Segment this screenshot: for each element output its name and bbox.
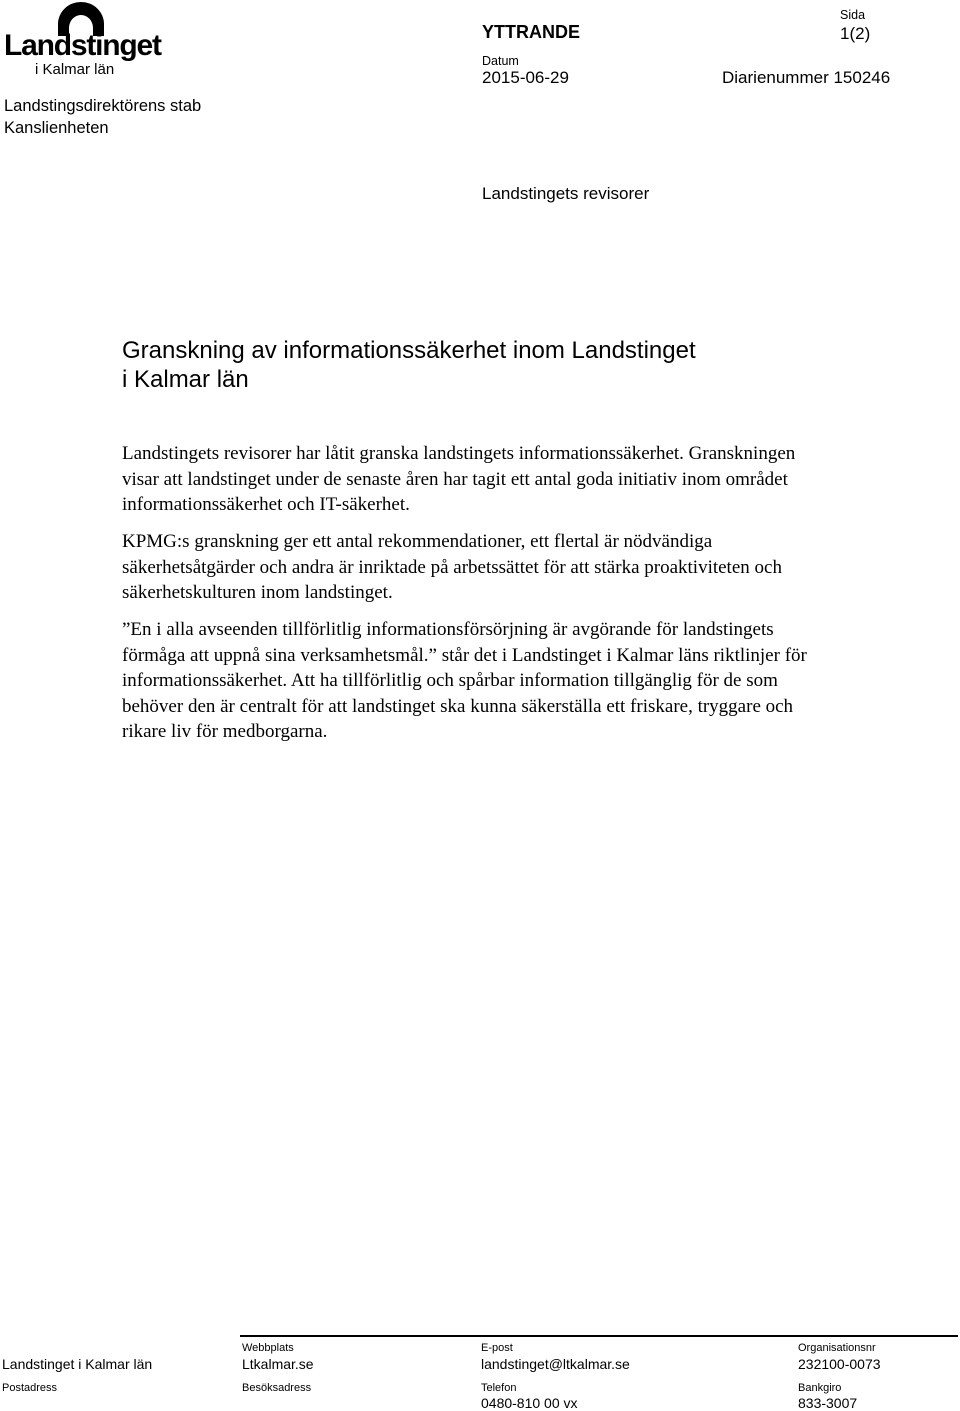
- body-paragraph: KPMG:s granskning ger ett antal rekommendationer, ett flertal är nödvändiga säkerhetsåtgärder och andra är inriktade på arbetssättet för att stärka proaktiviteten och säkerhetskulturen inom landstinget.: [122, 531, 782, 603]
- title-line: i Kalmar län: [122, 366, 249, 393]
- footer-org-name: Landstinget i Kalmar län: [2, 1356, 153, 1372]
- diarienummer: Diarienummer 150246: [722, 68, 891, 87]
- document-type: YTTRANDE: [482, 22, 580, 42]
- footer-webbplats-link[interactable]: Ltkalmar.se: [242, 1356, 314, 1372]
- footer-epost-link[interactable]: landstinget@ltkalmar.se: [481, 1356, 630, 1372]
- recipient: Landstingets revisorer: [482, 184, 650, 203]
- footer-bankgiro-label: Bankgiro: [798, 1382, 842, 1394]
- footer-orgnr-label: Organisationsnr: [798, 1342, 876, 1354]
- date-value: 2015-06-29: [482, 68, 569, 87]
- org-line: Landstingsdirektörens stab: [4, 97, 202, 115]
- footer-rule: [240, 1335, 958, 1337]
- footer-telefon-label: Telefon: [481, 1382, 517, 1394]
- footer-orgnr-value: 232100-0073: [798, 1356, 881, 1372]
- logo-wordmark: Landstinget: [4, 29, 161, 62]
- body-paragraph: Landstingets revisorer har låtit granska landstingets informationssäkerhet. Granskningen visar att landstinget under de senaste åren har tagit ett antal goda initiativ inom området informationssäkerhet och IT-säkerhet.: [122, 443, 796, 515]
- landstinget-logo: [4, 2, 161, 82]
- sender-organisation: [4, 95, 201, 139]
- page-number: 1(2): [840, 24, 871, 43]
- org-line: Kanslienheten: [4, 119, 109, 137]
- title-line: Granskning av informationssäkerhet inom Landstinget: [122, 337, 696, 364]
- footer-postadress-label: Postadress: [2, 1382, 58, 1394]
- footer-epost-label: E-post: [481, 1342, 513, 1354]
- body-paragraph: ”En i alla avseenden tillförlitlig informationsförsörjning är avgörande för landstingets förmåga att uppnå sina verksamhetsmål.” står det i Landstinget i Kalmar läns riktlinjer för informationssäkerhet. Att ha tillförlitlig och spårbar information tillgänglig för de som behöver den är centralt för att landstinget ska kunna säkerställa ett friskare, tryggare och rikare liv för medborgarna.: [122, 619, 807, 742]
- footer-besoksadress-label: Besöksadress: [242, 1382, 312, 1394]
- document-title: [122, 336, 842, 394]
- footer-telefon-value: 0480-810 00 vx: [481, 1395, 578, 1411]
- footer-webbplats-label: Webbplats: [242, 1342, 294, 1354]
- page-label: Sida: [840, 8, 866, 22]
- date-label: Datum: [482, 54, 519, 68]
- footer-bankgiro-value: 833-3007: [798, 1395, 858, 1411]
- logo-subtitle: i Kalmar län: [35, 61, 115, 78]
